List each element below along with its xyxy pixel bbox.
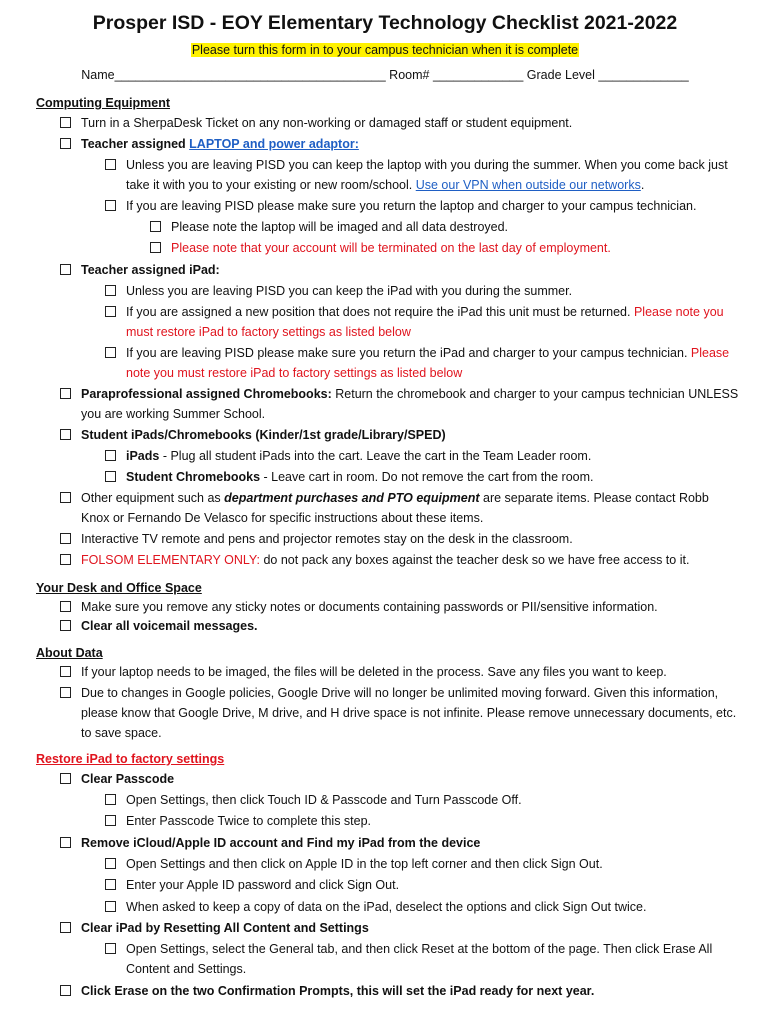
checkbox[interactable] <box>105 794 116 805</box>
checkbox[interactable] <box>150 221 161 232</box>
checklist-item: Teacher assigned LAPTOP and power adaptor: <box>60 134 740 154</box>
checkbox[interactable] <box>60 922 71 933</box>
checklist-item: If you are leaving PISD please make sure you return the laptop and charger to your campus technician. <box>105 196 735 216</box>
section-heading-computing-equipment: Computing Equipment <box>36 96 171 110</box>
checkbox[interactable] <box>150 242 161 253</box>
page-title: Prosper ISD - EOY Elementary Technology Checklist 2021-2022 <box>92 12 678 34</box>
checklist-item: Please note that your account will be terminated on the last day of employment. <box>150 238 730 258</box>
vpn-link[interactable]: Use our VPN when outside our networks <box>415 178 641 192</box>
section-heading-desk-office: Your Desk and Office Space <box>36 581 202 595</box>
checkbox[interactable] <box>60 138 71 149</box>
checkbox[interactable] <box>60 429 71 440</box>
checkbox[interactable] <box>60 554 71 565</box>
checklist-item: If you are assigned a new position that does not require the iPad this unit must be returned. Please note you must restore iPad to factory settings as listed below <box>105 302 735 342</box>
checklist-item: Open Settings, select the General tab, and then click Reset at the bottom of the page. Then click Erase All Content and Settings. <box>105 939 735 979</box>
checklist-item: Open Settings and then click on Apple ID in the top left corner and then click Sign Out. <box>105 854 735 874</box>
checklist-item: Unless you are leaving PISD you can keep the iPad with you during the summer. <box>105 281 735 301</box>
section-heading-about-data: About Data <box>36 646 103 660</box>
checklist-item: FOLSOM ELEMENTARY ONLY: do not pack any boxes against the teacher desk so we have free access to it. <box>60 550 740 570</box>
checkbox[interactable] <box>105 858 116 869</box>
checklist-item: Make sure you remove any sticky notes or documents containing passwords or PII/sensitive information. <box>60 597 740 617</box>
checklist-item: Paraprofessional assigned Chromebooks: Return the chromebook and charger to your campus technician UNLESS you are working Summer School. <box>60 384 740 424</box>
checkbox[interactable] <box>105 815 116 826</box>
checkbox[interactable] <box>105 159 116 170</box>
laptop-adaptor-link[interactable]: LAPTOP and power adaptor: <box>189 137 359 151</box>
checklist-item: If you are leaving PISD please make sure you return the iPad and charger to your campus technician. Please note you must restore iPad to factory settings as listed below <box>105 343 735 383</box>
checklist-item: Interactive TV remote and pens and projector remotes stay on the desk in the classroom. <box>60 529 740 549</box>
name-room-grade-fields[interactable]: Name_______________________________________ Room# _____________ Grade Level _____________ <box>81 68 689 82</box>
checklist-item: Clear iPad by Resetting All Content and Settings <box>60 918 740 938</box>
checklist-item: Turn in a SherpaDesk Ticket on any non-working or damaged staff or student equipment. <box>60 113 740 133</box>
checklist-item: Other equipment such as department purchases and PTO equipment are separate items. Please contact Robb Knox or Fernando De Velasco for specific instructions about these items. <box>60 488 740 528</box>
checkbox[interactable] <box>105 901 116 912</box>
checklist-item: Please note the laptop will be imaged and all data destroyed. <box>150 217 730 237</box>
checkbox[interactable] <box>60 837 71 848</box>
checklist-item: Clear all voicemail messages. <box>60 616 740 636</box>
checkbox[interactable] <box>60 388 71 399</box>
checkbox[interactable] <box>105 306 116 317</box>
section-heading-restore-ipad: Restore iPad to factory settings <box>36 752 225 766</box>
checkbox[interactable] <box>105 943 116 954</box>
checklist-item: If your laptop needs to be imaged, the files will be deleted in the process. Save any files you want to keep. <box>60 662 740 682</box>
checkbox[interactable] <box>60 117 71 128</box>
checkbox[interactable] <box>105 347 116 358</box>
checklist-item: Enter your Apple ID password and click Sign Out. <box>105 875 735 895</box>
checklist-item: Clear Passcode <box>60 769 740 789</box>
checkbox[interactable] <box>105 285 116 296</box>
checkbox[interactable] <box>60 773 71 784</box>
checkbox[interactable] <box>105 879 116 890</box>
checklist-item: Open Settings, then click Touch ID & Passcode and Turn Passcode Off. <box>105 790 735 810</box>
checkbox[interactable] <box>60 601 71 612</box>
checklist-item: When asked to keep a copy of data on the iPad, deselect the options and click Sign Out twice. <box>105 897 735 917</box>
checkbox[interactable] <box>60 985 71 996</box>
checkbox[interactable] <box>105 200 116 211</box>
highlighted-notice: Please turn this form in to your campus technician when it is complete <box>191 43 579 57</box>
checkbox[interactable] <box>60 264 71 275</box>
checklist-item: Enter Passcode Twice to complete this step. <box>105 811 735 831</box>
checklist-item: Remove iCloud/Apple ID account and Find my iPad from the device <box>60 833 740 853</box>
checklist-item: Unless you are leaving PISD you can keep the laptop with you during the summer. When you come back just take it with you to your existing or new room/school. Use our VPN when outside our networks. <box>105 155 735 195</box>
checklist-item: iPads - Plug all student iPads into the cart. Leave the cart in the Team Leader room. <box>105 446 735 466</box>
checkbox[interactable] <box>60 620 71 631</box>
checkbox[interactable] <box>105 450 116 461</box>
checkbox[interactable] <box>60 666 71 677</box>
notice-line <box>0 41 770 59</box>
checklist-item: Teacher assigned iPad: <box>60 260 740 280</box>
checkbox[interactable] <box>105 471 116 482</box>
checklist-item: Click Erase on the two Confirmation Prompts, this will set the iPad ready for next year. <box>60 981 740 1001</box>
checkbox[interactable] <box>60 533 71 544</box>
checklist-item: Student Chromebooks - Leave cart in room. Do not remove the cart from the room. <box>105 467 735 487</box>
checklist-item: Student iPads/Chromebooks (Kinder/1st grade/Library/SPED) <box>60 425 740 445</box>
checkbox[interactable] <box>60 687 71 698</box>
checklist-item: Due to changes in Google policies, Google Drive will no longer be unlimited moving forward. Given this information, please know that Google Drive, M drive, and H drive space is not infinite. Please remove unnecessary documents, etc. to save space. <box>60 683 740 743</box>
checkbox[interactable] <box>60 492 71 503</box>
